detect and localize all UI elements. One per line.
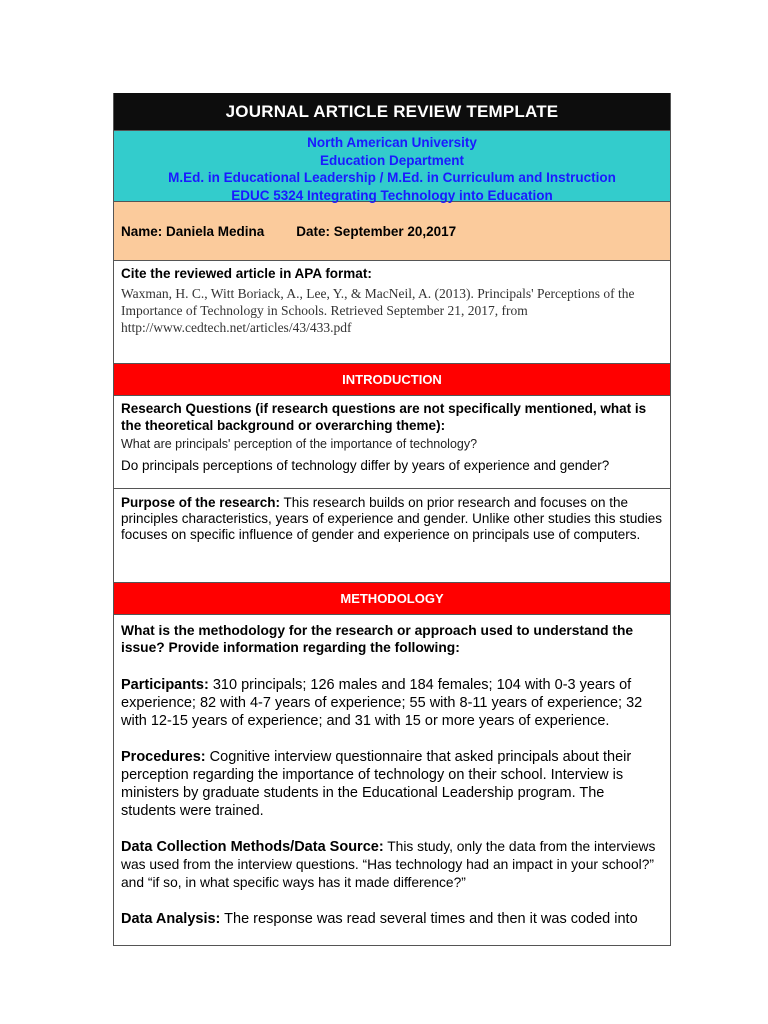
student-name: Name: Daniela Medina [121, 223, 265, 239]
data-analysis-text: The response was read several times and then it was coded into [220, 911, 638, 927]
data-analysis-label: Data Analysis: [121, 911, 221, 927]
research-questions-section [114, 396, 670, 489]
procedures-paragraph [121, 748, 663, 820]
university-name: North American University [307, 135, 477, 150]
template-title: JOURNAL ARTICLE REVIEW TEMPLATE [225, 101, 559, 121]
data-collection-label: Data Collection Methods/Data Source: [121, 839, 384, 855]
review-template [113, 93, 671, 946]
template-title-bar [114, 93, 670, 131]
methodology-label: METHODOLOGY [340, 591, 444, 606]
research-question-1: What are principals' perception of the importance of technology? [121, 437, 478, 451]
procedures-text: Cognitive interview questionnaire that asked principals about their perception regarding the importance of technology on their school. Interview is ministers by graduate students in the Educational Leadership program. The students were trained. [121, 749, 632, 819]
department-name: Education Department [319, 152, 465, 168]
course-name: EDUC 5324 Integrating Technology into Education [231, 187, 553, 203]
purpose-section [114, 489, 670, 583]
methodology-section [114, 615, 670, 946]
participants-text: 310 principals; 126 males and 184 females; 104 with 0-3 years of experience; 82 with 4-7 years of experience; 55 with 8-11 years of experience; 32 with 12-15 years of experience; and 31 with 15 or more years of experience. [121, 677, 643, 729]
methodology-section-bar [114, 583, 670, 615]
research-questions-heading: Research Questions (if research questions are not specifically mentioned, what is the theoretical background or overarching theme): [121, 401, 647, 433]
data-collection-paragraph [121, 838, 663, 892]
procedures-label: Procedures: [121, 749, 206, 765]
university-header [114, 131, 670, 202]
data-analysis-paragraph [121, 910, 663, 928]
purpose-label: Purpose of the research: [121, 495, 281, 510]
data-collection-text: This study, only the data from the interviews was used from the interview questions. “Has technology had an impact in your school?” and “if so, in what specific ways has it made difference?” [121, 839, 656, 890]
research-question-2: Do principals perceptions of technology differ by years of experience and gender? [121, 458, 610, 473]
review-date: Date: September 20,2017 [296, 223, 457, 239]
introduction-label: INTRODUCTION [342, 372, 442, 387]
student-info-row [114, 202, 670, 261]
citation-text: Waxman, H. C., Witt Boriack, A., Lee, Y., & MacNeil, A. (2013). Principals' Perceptions of the Importance of Technology in Schools. Retrieved September 21, 2017, from http://www.cedtech.net/articles/43/433.pdf [121, 286, 635, 335]
program-name: M.Ed. in Educational Leadership / M.Ed. in Curriculum and Instruction [168, 170, 616, 185]
methodology-heading: What is the methodology for the research or approach used to understand the issue? Provide information regarding the following: [121, 623, 634, 655]
participants-paragraph [121, 676, 663, 730]
purpose-text: This research builds on prior research and focuses on the principles characteristics, years of experience and gender. Unlike other studies this studies focuses on specific influence of gender and experience on principals use of computers. [121, 495, 663, 542]
citation-section [114, 261, 670, 364]
citation-heading: Cite the reviewed article in APA format: [121, 266, 372, 281]
introduction-section-bar [114, 364, 670, 396]
participants-label: Participants: [121, 677, 209, 693]
